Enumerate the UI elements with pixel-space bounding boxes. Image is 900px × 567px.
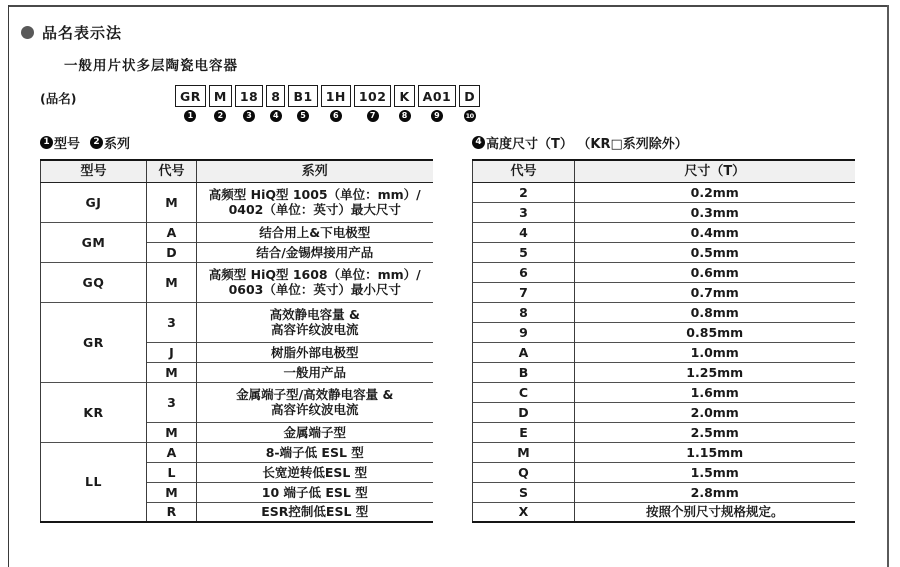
table-row [473, 222, 855, 242]
part-box-unit [235, 85, 263, 122]
size-cell: 0.85mm [575, 322, 855, 342]
bullet-icon [21, 26, 34, 39]
table-row [473, 482, 855, 502]
size-cell: 2.8mm [575, 482, 855, 502]
series-desc-cell [197, 442, 433, 462]
table-row [473, 502, 855, 522]
table-row [473, 402, 855, 422]
table-row [41, 302, 433, 342]
model-cell: LL [41, 442, 147, 522]
table-row [473, 282, 855, 302]
desc-line: 高效静电容量 & [269, 307, 360, 322]
size-cell: 1.5mm [575, 462, 855, 482]
size-cell: 2.0mm [575, 402, 855, 422]
column-header: 代号 [147, 160, 197, 182]
part-code-box: 8 [266, 85, 285, 107]
desc-line: 高容许纹波电流 [270, 322, 359, 337]
caption-item [90, 133, 130, 152]
table-row [473, 362, 855, 382]
model-cell: GR [41, 302, 147, 382]
table-row [41, 182, 433, 222]
circled-number-icon: 2 [90, 136, 103, 149]
code-cell: S [473, 482, 575, 502]
desc-line: ESR控制低ESL 型 [261, 504, 369, 520]
part-code-box: A01 [418, 85, 457, 107]
series-desc-cell [197, 362, 433, 382]
column-header: 尺寸（T） [575, 160, 855, 182]
position-marker-icon: 8 [399, 110, 411, 122]
part-box-unit [175, 85, 206, 122]
table-row [41, 262, 433, 302]
code-cell: L [147, 462, 197, 482]
position-marker-icon: 10 [464, 110, 476, 122]
code-cell: B [473, 362, 575, 382]
part-box-unit [418, 85, 457, 122]
code-cell: 3 [147, 302, 197, 342]
desc-line: 结合/金锡焊接用产品 [256, 244, 374, 260]
part-box-unit [394, 85, 414, 122]
size-cell: 0.4mm [575, 222, 855, 242]
code-cell: 2 [473, 182, 575, 202]
model-cell: GM [41, 222, 147, 262]
table-row [473, 262, 855, 282]
code-cell: 6 [473, 262, 575, 282]
height-table-header-row [473, 160, 855, 182]
part-code-box: 18 [235, 85, 263, 107]
code-cell: M [147, 482, 197, 502]
code-cell: X [473, 502, 575, 522]
position-marker-icon: 7 [367, 110, 379, 122]
desc-line: 10 端子低 ESL 型 [261, 484, 368, 500]
position-marker-icon: 5 [297, 110, 309, 122]
series-desc-cell [197, 302, 433, 342]
code-cell: M [473, 442, 575, 462]
page-frame-right [887, 5, 889, 567]
series-desc-cell [197, 422, 433, 442]
series-caption [40, 133, 432, 151]
height-caption [472, 133, 854, 151]
table-row [41, 222, 433, 242]
size-cell: 1.15mm [575, 442, 855, 462]
table-row [41, 382, 433, 422]
table-row [473, 442, 855, 462]
series-desc-cell [197, 342, 433, 362]
page-frame-left [8, 5, 9, 567]
size-cell: 0.8mm [575, 302, 855, 322]
caption-item [472, 133, 688, 152]
table-row [473, 202, 855, 222]
code-cell: 3 [473, 202, 575, 222]
position-marker-icon: 9 [431, 110, 443, 122]
size-cell: 1.25mm [575, 362, 855, 382]
circled-number-icon: 1 [40, 136, 53, 149]
series-section [40, 133, 432, 523]
code-cell: D [473, 402, 575, 422]
table-row [41, 442, 433, 462]
table-row [473, 462, 855, 482]
code-cell: R [147, 502, 197, 522]
size-cell: 0.7mm [575, 282, 855, 302]
code-cell: A [473, 342, 575, 362]
part-code-box: 102 [354, 85, 392, 107]
part-number-boxes [175, 85, 483, 122]
table-row [473, 422, 855, 442]
position-marker-icon: 6 [330, 110, 342, 122]
height-table [472, 159, 855, 523]
desc-line: 高频型 HiQ型 1608（单位：mm）/ [208, 267, 421, 282]
circled-number-icon: 4 [472, 136, 485, 149]
part-code-box: GR [175, 85, 206, 107]
product-subtitle: 一般用片状多层陶瓷电容器 [64, 58, 238, 74]
size-cell: 按照个别尺寸规格规定。 [575, 502, 855, 522]
column-header: 系列 [197, 160, 433, 182]
desc-line: 长宽逆转低ESL 型 [262, 464, 368, 480]
part-code-box: B1 [288, 85, 317, 107]
desc-line: 树脂外部电极型 [270, 344, 359, 360]
series-desc-cell [197, 382, 433, 422]
desc-line: 8-端子低 ESL 型 [265, 444, 364, 460]
desc-line: 结合用上&下电极型 [259, 224, 371, 240]
code-cell: A [147, 222, 197, 242]
code-cell: M [147, 422, 197, 442]
part-code-box: D [459, 85, 480, 107]
series-desc-cell [197, 482, 433, 502]
table-row [473, 382, 855, 402]
model-cell: KR [41, 382, 147, 442]
code-cell: 8 [473, 302, 575, 322]
code-cell: E [473, 422, 575, 442]
series-table-header-row [41, 160, 433, 182]
size-cell: 1.6mm [575, 382, 855, 402]
part-code-box: 1H [321, 85, 351, 107]
code-cell: 9 [473, 322, 575, 342]
table-row [473, 242, 855, 262]
desc-line: 高容许纹波电流 [270, 402, 359, 417]
part-box-unit [354, 85, 392, 122]
part-number-label: (品名) [40, 91, 77, 106]
height-section [472, 133, 854, 523]
position-marker-icon: 4 [270, 110, 282, 122]
part-box-unit [288, 85, 317, 122]
code-cell: M [147, 182, 197, 222]
part-code-box: K [394, 85, 414, 107]
caption-text: 系列 [104, 136, 131, 152]
table-row [473, 302, 855, 322]
model-cell: GJ [41, 182, 147, 222]
part-box-unit [209, 85, 232, 122]
desc-line: 高频型 HiQ型 1005（单位：mm）/ [208, 187, 421, 202]
code-cell: A [147, 442, 197, 462]
size-cell: 1.0mm [575, 342, 855, 362]
size-cell: 0.6mm [575, 262, 855, 282]
part-box-unit [321, 85, 351, 122]
model-cell: GQ [41, 262, 147, 302]
size-cell: 0.3mm [575, 202, 855, 222]
part-code-box: M [209, 85, 232, 107]
series-table [40, 159, 433, 523]
size-cell: 0.5mm [575, 242, 855, 262]
section-title: 品名表示法 [42, 24, 123, 42]
series-desc-cell [197, 242, 433, 262]
caption-text: 型号 [54, 136, 81, 152]
code-cell: 7 [473, 282, 575, 302]
series-desc-cell [197, 182, 433, 222]
series-desc-cell [197, 462, 433, 482]
table-row [473, 182, 855, 202]
position-marker-icon: 3 [243, 110, 255, 122]
table-row [473, 342, 855, 362]
part-box-unit [459, 85, 480, 122]
table-row [473, 322, 855, 342]
code-cell: 4 [473, 222, 575, 242]
desc-line: 0402（单位：英寸）最大尺寸 [228, 202, 401, 217]
code-cell: M [147, 362, 197, 382]
code-cell: Q [473, 462, 575, 482]
code-cell: C [473, 382, 575, 402]
desc-line: 一般用产品 [283, 364, 346, 380]
position-marker-icon: 2 [214, 110, 226, 122]
size-cell: 2.5mm [575, 422, 855, 442]
desc-line: 0603（单位：英寸）最小尺寸 [228, 282, 401, 297]
size-cell: 0.2mm [575, 182, 855, 202]
series-desc-cell [197, 502, 433, 522]
code-cell: M [147, 262, 197, 302]
part-box-unit [266, 85, 285, 122]
series-desc-cell [197, 222, 433, 242]
desc-line: 金属端子型/高效静电容量 & [236, 387, 394, 402]
code-cell: J [147, 342, 197, 362]
desc-line: 金属端子型 [283, 424, 346, 440]
position-marker-icon: 1 [184, 110, 196, 122]
section-header [21, 22, 122, 43]
code-cell: D [147, 242, 197, 262]
column-header: 代号 [473, 160, 575, 182]
series-desc-cell [197, 262, 433, 302]
column-header: 型号 [41, 160, 147, 182]
code-cell: 3 [147, 382, 197, 422]
caption-text: 高度尺寸（T） （KR□系列除外） [486, 136, 688, 152]
page-frame-top [8, 5, 889, 7]
caption-item [40, 133, 80, 152]
code-cell: 5 [473, 242, 575, 262]
